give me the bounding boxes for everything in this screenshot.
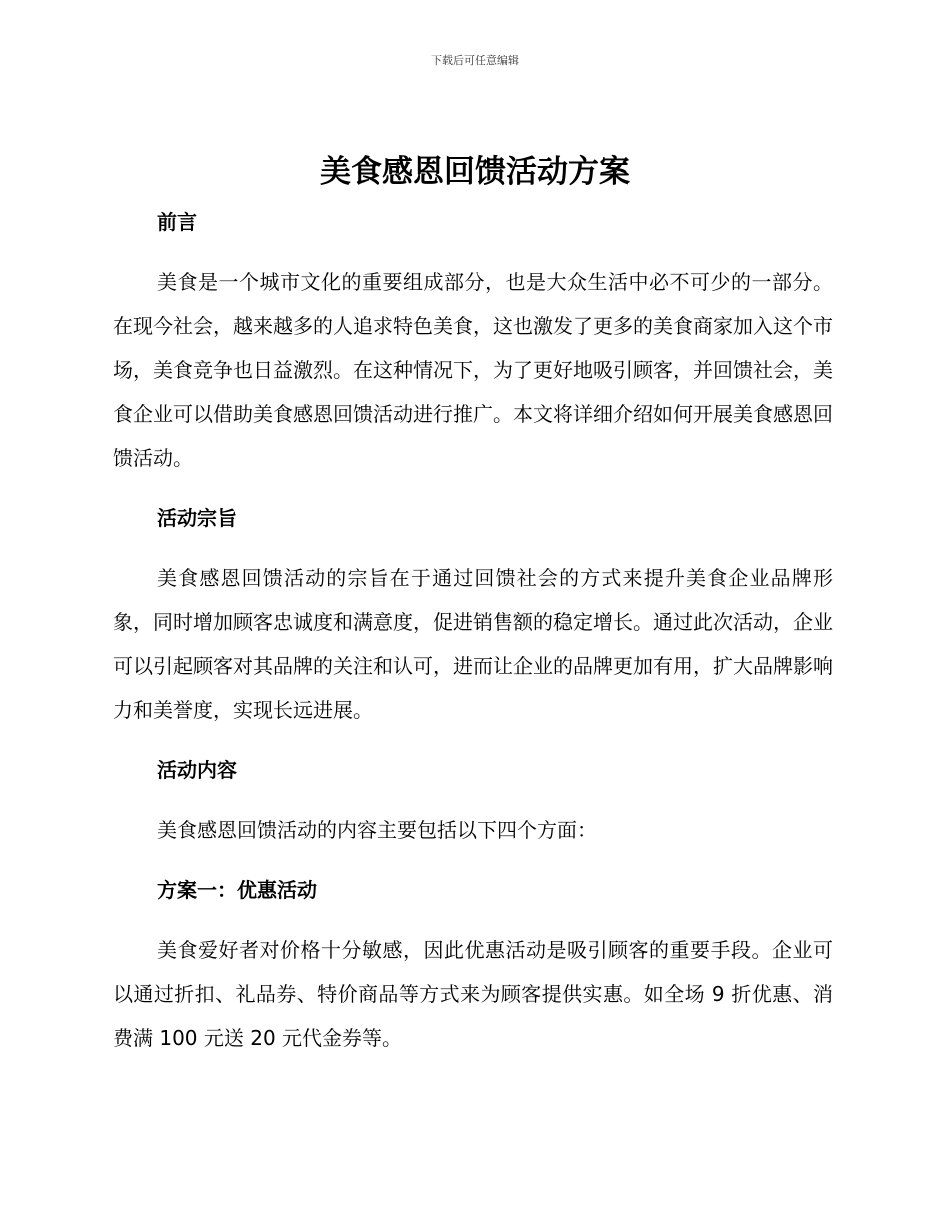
document-title: 美食感恩回馈活动方案 [320,154,630,190]
document-body [113,204,833,1060]
section-heading-preface: 前言 [157,210,197,234]
header-note: 下载后可任意编辑 [431,54,519,67]
section-paragraph-content: 美食感恩回馈活动的内容主要包括以下四个方面： [157,818,597,842]
section-heading-purpose: 活动宗旨 [157,506,237,530]
section-heading-plan-one: 方案一：优惠活动 [157,878,317,902]
section-paragraph-preface: 美食是一个城市文化的重要组成部分，也是大众生活中必不可少的一部分。在现今社会，越来越多的人追求特色美食，这也激发了更多的美食商家加入这个市场，美食竞争也日益激烈。在这种情况下，为了更好地吸引顾客，并回馈社会，美食企业可以借助美食感恩回馈活动进行推广。本文将详细介绍如何开展美食感恩回馈活动。 [113,270,833,470]
section-paragraph-purpose: 美食感恩回馈活动的宗旨在于通过回馈社会的方式来提升美食企业品牌形象，同时增加顾客忠诚度和满意度，促进销售额的稳定增长。通过此次活动，企业可以引起顾客对其品牌的关注和认可，进而让企业的品牌更加有用，扩大品牌影响力和美誉度，实现长远进展。 [113,566,833,722]
section-paragraph-plan-one: 美食爱好者对价格十分敏感，因此优惠活动是吸引顾客的重要手段。企业可以通过折扣、礼品券、特价商品等方式来为顾客提供实惠。如全场 9 折优惠、消费满 100 元送 20 元代金券等。 [113,938,833,1050]
section-heading-content: 活动内容 [157,758,237,782]
